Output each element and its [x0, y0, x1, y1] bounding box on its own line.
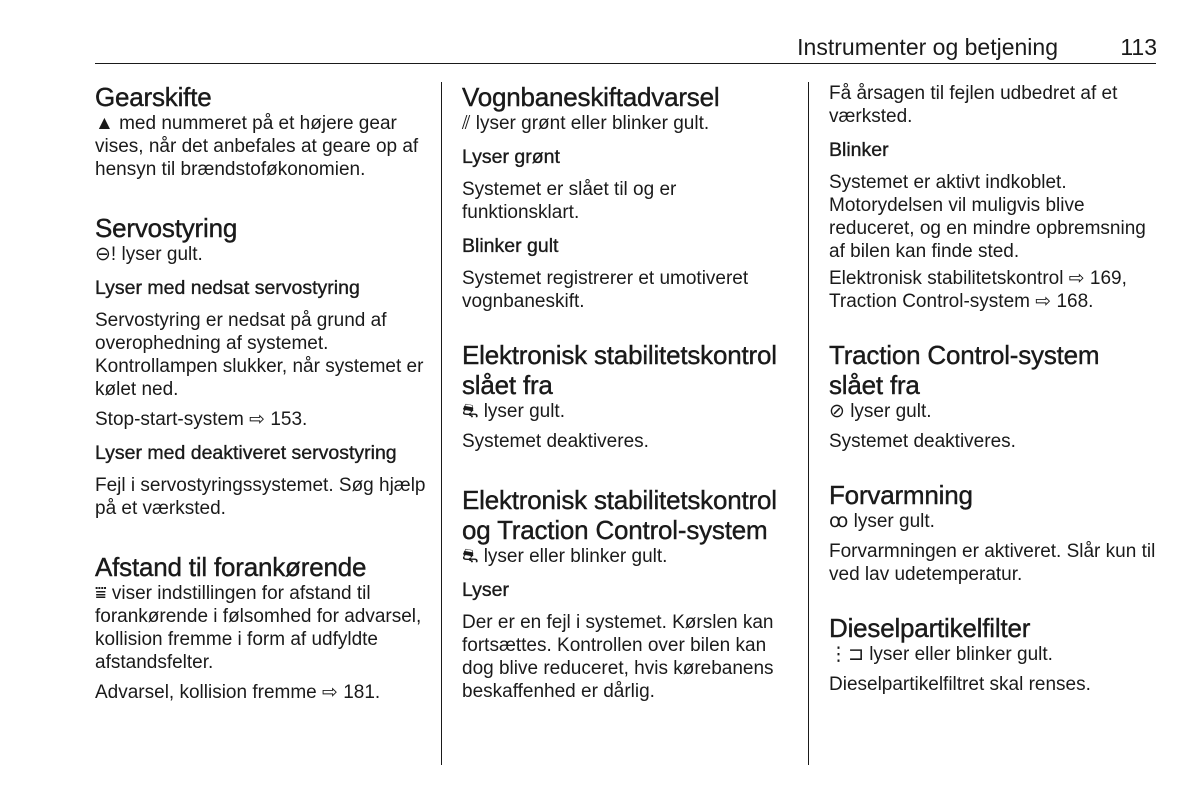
- section-title-afstand: Afstand til forankørende: [95, 552, 367, 582]
- esc-off-indicator: [462, 400, 797, 423]
- servostyring-text-1: Servostyring er nedsat på grund af overophedning af systemet. Kontrollampen slukker, når systemet er kølet ned.: [95, 310, 424, 400]
- reference-arrow-icon: ⇨: [1068, 268, 1085, 289]
- esc-skid-icon: ⛐: [462, 546, 479, 567]
- vognbaneskift-text-1: Systemet er slået til og er funktionsklart.: [462, 179, 677, 223]
- servostyring-reference: [95, 408, 430, 431]
- column-divider-1: [441, 82, 442, 765]
- reference-page: 153.: [270, 409, 308, 430]
- esc-tc-indicator: [462, 545, 797, 568]
- dpf-text: Dieselpartikelfiltret skal renses.: [829, 674, 1091, 695]
- column-1: [95, 82, 430, 704]
- esc-off-indicator-text: lyser gult.: [483, 401, 565, 422]
- section-title-servostyring: Servostyring: [95, 213, 238, 243]
- subheading-blinker-gult: Blinker gult: [462, 235, 559, 257]
- traction-off-indicator-text: lyser gult.: [850, 401, 932, 422]
- reference-page: 168.: [1056, 291, 1094, 312]
- servostyring-indicator-text: lyser gult.: [121, 244, 203, 265]
- reference-text: Traction Control-system: [829, 291, 1030, 312]
- reference-text: Stop-start-system: [95, 409, 244, 430]
- traction-off-indicator: [829, 400, 1156, 423]
- esc-tc-text: Der er en fejl i systemet. Kørslen kan fortsættes. Kontrollen over bilen kan dog blive reduceret, hvis kørebanens beskaffenhed er dårlig.: [462, 612, 774, 702]
- blinker-text: Systemet er aktivt indkoblet. Motorydelsen vil muligvis blive reduceret, og en mindre opbremsning af bilen kan finde sted.: [829, 172, 1146, 262]
- vognbaneskift-indicator-text: lyser grønt eller blinker gult.: [475, 113, 710, 134]
- lane-change-icon: ⫽: [462, 113, 471, 134]
- header-divider: [95, 63, 1156, 64]
- reference-arrow-icon: ⇨: [249, 409, 266, 430]
- reference-text: Advarsel, kollision fremme: [95, 682, 317, 703]
- servostyring-text-2: Fejl i servostyringssystemet. Søg hjælp på et værksted.: [95, 475, 426, 519]
- reference-arrow-icon: ⇨: [1035, 291, 1052, 312]
- section-title-esc-traction: Elektronisk stabilitetskontrol og Traction Control-system: [462, 485, 777, 545]
- page-number: 113: [1120, 34, 1157, 60]
- afstand-paragraph: [95, 582, 430, 674]
- section-title-traction-off: Traction Control-system slået fra: [829, 340, 1100, 400]
- traction-off-icon: ⊘: [829, 401, 845, 422]
- esc-off-text: Systemet deaktiveres.: [462, 431, 649, 452]
- gearskifte-paragraph: [95, 112, 430, 181]
- forvarmning-text: Forvarmningen er aktiveret. Slår kun til ved lav udetemperatur.: [829, 541, 1156, 585]
- column-divider-2: [808, 82, 809, 765]
- esc-off-icon: ⛐: [462, 401, 479, 422]
- section-title-esc-slaaet-fra: Elektronisk stabilitetskontrol slået fra: [462, 340, 777, 400]
- dpf-indicator-text: lyser eller blinker gult.: [869, 644, 1053, 665]
- vognbaneskift-text-2: Systemet registrerer et umotiveret vognbaneskift.: [462, 268, 749, 312]
- servostyring-indicator: [95, 243, 430, 266]
- column-3: [829, 82, 1156, 696]
- blinker-references: [829, 267, 1156, 313]
- reference-text: Elektronisk stabilitetskontrol: [829, 268, 1064, 289]
- section-title-forvarmning: Forvarmning: [829, 480, 973, 510]
- traction-off-text: Systemet deaktiveres.: [829, 431, 1016, 452]
- subheading-lyser: Lyser: [462, 579, 509, 601]
- dpf-indicator: [829, 643, 1156, 666]
- forvarmning-indicator-text: lyser gult.: [853, 511, 935, 532]
- section-title-gearskifte: Gearskifte: [95, 82, 212, 112]
- reference-page: 169,: [1089, 268, 1127, 289]
- forvarmning-indicator: [829, 510, 1156, 533]
- gear-up-arrow-icon: ▲: [95, 113, 114, 134]
- continued-text: Få årsagen til fejlen udbedret af et værksted.: [829, 83, 1118, 127]
- distance-indicator-icon: ⩸: [95, 583, 107, 604]
- subheading-nedsat-servostyring: Lyser med nedsat servostyring: [95, 277, 360, 299]
- reference-arrow-icon: ⇨: [322, 682, 338, 703]
- esc-tc-indicator-text: lyser eller blinker gult.: [483, 546, 668, 567]
- afstand-text: viser indstillingen for afstand til forankørende i følsomhed for advarsel, kollision fremme i form af udfyldte afstandsfelter.: [95, 583, 422, 673]
- section-title-dieselpartikelfilter: Dieselpartikelfilter: [829, 613, 1031, 643]
- steering-warning-icon: ⊖!: [95, 244, 117, 265]
- subheading-deaktiveret-servostyring: Lyser med deaktiveret servostyring: [95, 442, 397, 464]
- subheading-lyser-groent: Lyser grønt: [462, 146, 560, 168]
- diesel-particle-filter-icon: ⋮⊐: [829, 644, 864, 665]
- reference-page: 181.: [343, 682, 381, 703]
- subheading-blinker: Blinker: [829, 139, 889, 161]
- running-header-title: Instrumenter og betjening: [797, 34, 1058, 60]
- glow-plug-icon: ꝏ: [829, 511, 849, 532]
- section-title-vognbaneskift: Vognbaneskiftadvarsel: [462, 82, 720, 112]
- afstand-reference: [95, 681, 430, 704]
- gearskifte-text: med nummeret på et højere gear vises, når det anbefales at geare op af hensyn til brændstoføkonomien.: [95, 113, 419, 180]
- vognbaneskift-indicator: [462, 112, 797, 135]
- column-2: [462, 82, 797, 703]
